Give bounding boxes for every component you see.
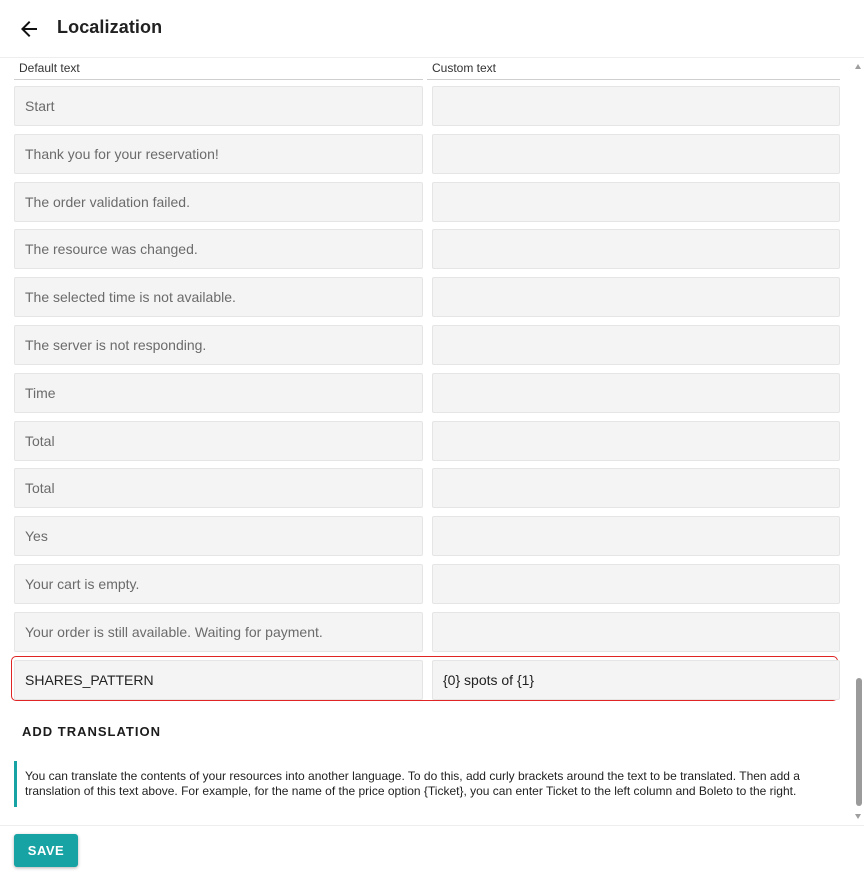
custom-text-input[interactable]: {0} spots of {1} <box>432 660 840 700</box>
custom-text-column-header: Custom text <box>427 60 840 80</box>
translation-row <box>14 277 840 317</box>
translation-row <box>14 516 840 556</box>
translation-row <box>14 421 840 461</box>
back-button[interactable] <box>14 14 44 44</box>
translation-row <box>14 229 840 269</box>
translation-rows <box>14 86 840 688</box>
translation-row <box>14 612 840 652</box>
translation-row <box>14 373 840 413</box>
translation-row <box>14 134 840 174</box>
default-text-input[interactable]: SHARES_PATTERN <box>14 660 423 700</box>
page-title: Localization <box>57 17 163 37</box>
default-text-column-header: Default text <box>14 60 423 80</box>
custom-text-input[interactable] <box>432 86 840 126</box>
add-translation-button[interactable]: ADD TRANSLATION <box>22 724 161 739</box>
header <box>0 0 864 58</box>
default-text-input[interactable]: Time <box>14 373 423 413</box>
custom-text-input[interactable] <box>432 229 840 269</box>
default-text-input[interactable]: Start <box>14 86 423 126</box>
default-text-input[interactable]: Your cart is empty. <box>14 564 423 604</box>
custom-text-input[interactable] <box>432 134 840 174</box>
vertical-scrollbar[interactable] <box>852 58 864 825</box>
custom-text-input[interactable] <box>432 516 840 556</box>
custom-text-input[interactable] <box>432 421 840 461</box>
default-text-input[interactable]: Total <box>14 421 423 461</box>
custom-text-input[interactable] <box>432 612 840 652</box>
default-text-input[interactable]: Thank you for your reservation! <box>14 134 423 174</box>
default-text-input[interactable]: The server is not responding. <box>14 325 423 365</box>
default-text-input[interactable]: The order validation failed. <box>14 182 423 222</box>
custom-text-input[interactable] <box>432 373 840 413</box>
custom-text-input[interactable] <box>432 564 840 604</box>
translation-row-custom <box>14 660 840 700</box>
default-text-input[interactable]: Your order is still available. Waiting for payment. <box>14 612 423 652</box>
translation-row <box>14 86 840 126</box>
custom-text-input[interactable] <box>432 277 840 317</box>
default-text-input[interactable]: The resource was changed. <box>14 229 423 269</box>
translation-row <box>14 182 840 222</box>
default-text-input[interactable]: Total <box>14 468 423 508</box>
custom-text-input[interactable] <box>432 325 840 365</box>
custom-text-input[interactable] <box>432 468 840 508</box>
custom-text-input[interactable] <box>432 182 840 222</box>
footer <box>0 825 864 873</box>
translation-row <box>14 325 840 365</box>
translation-row <box>14 564 840 604</box>
translations-list[interactable] <box>0 58 864 825</box>
info-note: You can translate the contents of your resources into another language. To do this, add curly brackets around the text to be translated. Then add a translation of this text above. For example, for the name of the price option {Ticket}, you can enter Ticket to the left column and Boleto to the right. <box>14 761 836 807</box>
scrollbar-thumb[interactable] <box>856 678 862 806</box>
scroll-down-icon[interactable] <box>855 814 861 819</box>
translation-row <box>14 468 840 508</box>
scroll-up-icon[interactable] <box>855 64 861 69</box>
default-text-input[interactable]: Yes <box>14 516 423 556</box>
default-text-input[interactable]: The selected time is not available. <box>14 277 423 317</box>
arrow-left-icon <box>17 17 41 41</box>
save-button[interactable]: SAVE <box>14 834 78 867</box>
